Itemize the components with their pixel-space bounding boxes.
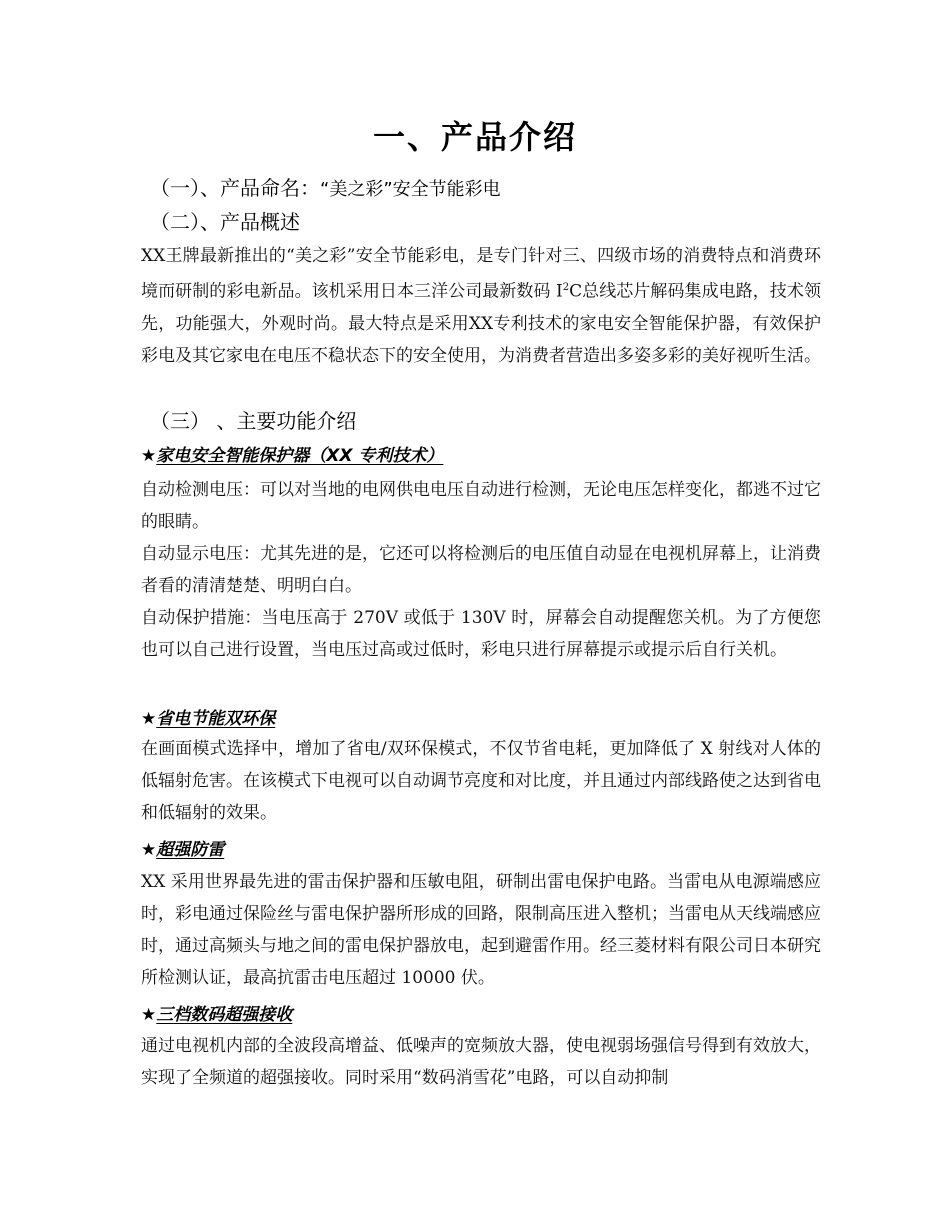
feature-heading-lightning — [141, 835, 224, 860]
feature-title: 省电节能双环保 — [156, 709, 276, 729]
star-icon: ★ — [141, 1005, 157, 1025]
feature-paragraph: 自动显示电压：尤其先进的是，它还可以将检测后的电压值自动显在电视机屏幕上，让消费者看的清清楚楚、明明白白。 — [141, 544, 821, 596]
feature-title: 家电安全智能保护器（XX 专利技术） — [156, 446, 444, 466]
feature-heading-protector — [141, 441, 443, 466]
overview-superscript: 2 — [562, 282, 570, 293]
feature-paragraph: 自动保护措施：当电压高于 270V 或低于 130V 时，屏幕会自动提醒您关机。为了方便您也可以自己进行设置，当电压过高或过低时，彩电只进行屏幕提示或提示后自行关机。 — [141, 608, 821, 660]
section-heading-features: （三） 、主要功能介绍 — [150, 409, 357, 433]
feature-heading-energy — [141, 704, 275, 729]
section-label: （一）、产品命名： — [150, 176, 320, 200]
star-icon: ★ — [141, 446, 157, 466]
feature-title: 三档数码超强接收 — [156, 1005, 293, 1025]
page-title: 一、产品介绍 — [372, 118, 577, 156]
product-name: “美之彩”安全节能彩电 — [320, 179, 501, 200]
feature-paragraph: 在画面模式选择中，增加了省电/双环保模式，不仅节省电耗，更加降低了 X 射线对人体的低辐射危害。在该模式下电视可以自动调节亮度和对比度，并且通过内部线路使之达到省电和低辐射的效果。 — [141, 739, 821, 823]
section-heading-naming — [150, 172, 501, 201]
overview-text-2: C总线芯片解码集成电路，技术领先，功能强大，外观时尚。最大特点是采用XX专利技术的家电安全智能保护器，有效保护彩电及其它家电在电压不稳状态下的安全使用，为消费者营造出多姿多彩的美好视听生活。 — [141, 281, 821, 366]
section-heading-overview: （二）、产品概述 — [150, 210, 300, 234]
star-icon: ★ — [141, 840, 157, 860]
overview-paragraph — [141, 240, 821, 372]
feature-paragraph: XX 采用世界最先进的雷击保护器和压敏电阻，研制出雷电保护电路。当雷电从电源端感应时，彩电通过保险丝与雷电保护器所形成的回路，限制高压进入整机；当雷电从天线端感应时，通过高频头与地之间的雷电保护器放电，起到避雷作用。经三菱材料有限公司日本研究所检测认证，最高抗雷击电压超过 10000 伏。 — [141, 872, 821, 988]
feature-title: 超强防雷 — [156, 840, 225, 860]
overview-text-1: XX王牌最新推出的“美之彩”安全节能彩电，是专门针对三、四级市场的消费特点和消费环境而研制的彩电新品。该机采用日本三洋公司最新数码 I — [141, 246, 821, 302]
feature-paragraph: 自动检测电压：可以对当地的电网供电电压自动进行检测，无论电压怎样变化，都逃不过它的眼睛。 — [141, 480, 821, 532]
feature-heading-reception — [141, 1000, 292, 1025]
star-icon: ★ — [141, 709, 157, 729]
feature-paragraph: 通过电视机内部的全波段高增益、低噪声的宽频放大器，使电视弱场强信号得到有效放大，实现了全频道的超强接收。同时采用“数码消雪花”电路，可以自动抑制 — [141, 1036, 821, 1088]
